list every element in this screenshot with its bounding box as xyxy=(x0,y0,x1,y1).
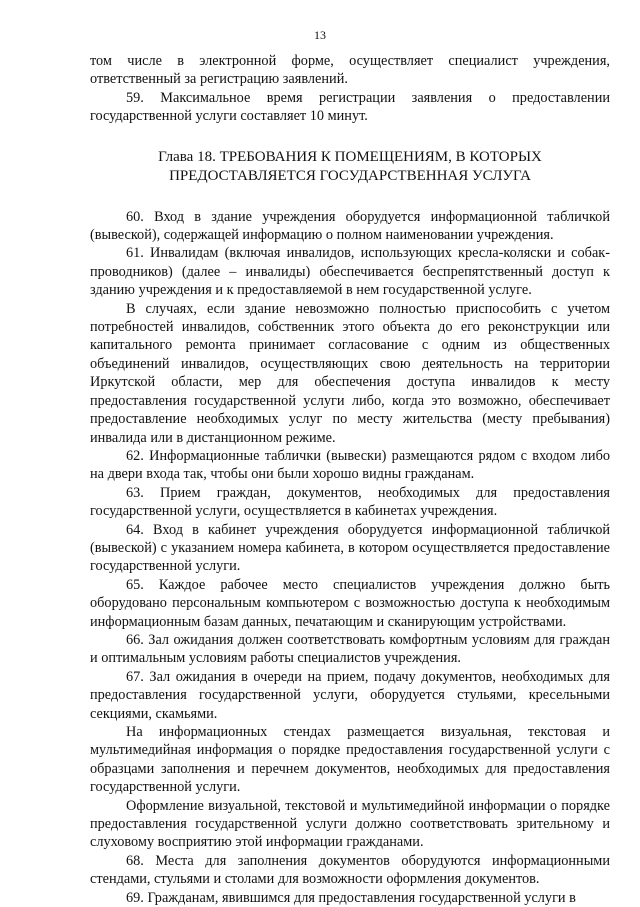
paragraph-67: 67. Зал ожидания в очереди на прием, подачу документов, необходимых для предоставления государственной услуги, оборудуется стульями, кресельными секциями, скамьями. xyxy=(90,668,610,722)
paragraph-67-design: Оформление визуальной, текстовой и мультимедийной информации о порядке предоставления государственной услуги должно соответствовать зрительному и слуховому восприятию этой информации гражданами. xyxy=(90,797,610,851)
paragraph-64: 64. Вход в кабинет учреждения оборудуется информационной табличкой (вывеской) с указанием номера кабинета, в котором осуществляется предоставление государственной услуги. xyxy=(90,521,610,575)
paragraph-continuation: том числе в электронной форме, осуществляет специалист учреждения, ответственный за регистрацию заявлений. xyxy=(90,53,610,88)
paragraph-68: 68. Места для заполнения документов оборудуются информационными стендами, стульями и столами для возможности оформления документов. xyxy=(90,852,610,888)
paragraph-61-cont: В случаях, если здание невозможно полностью приспособить с учетом потребностей инвалидов, собственник этого объекта до его реконструкции или капитального ремонта принимает согласование с одним из общественных объединений инвалидов, осуществляющих свою деятельность на территории Иркутской области, мер для обеспечения доступа инвалидов к месту предоставления государственной услуги либо, когда это возможно, обеспечивает предоставление необходимых услуг по месту жительства (месту пребывания) инвалида или в дистанционном режиме. xyxy=(90,300,610,446)
paragraph-59: 59. Максимальное время регистрации заявления о предоставлении государственной услуги составляет 10 минут. xyxy=(90,89,610,125)
paragraph-66: 66. Зал ожидания должен соответствовать комфортным условиям для граждан и оптимальным условиям работы специалистов учреждения. xyxy=(90,631,610,667)
chapter-heading xyxy=(90,148,610,186)
chapter-heading-line-2: ПРЕДОСТАВЛЯЕТСЯ ГОСУДАРСТВЕННАЯ УСЛУГА xyxy=(169,167,531,184)
chapter-heading-line-1: Глава 18. ТРЕБОВАНИЯ К ПОМЕЩЕНИЯМ, В КОТОРЫХ xyxy=(158,148,542,165)
paragraph-65: 65. Каждое рабочее место специалистов учреждения должно быть оборудовано персональным компьютером с возможностью доступа к необходимым информационным базам данных, печатающим и сканирующим устройствами. xyxy=(90,576,610,630)
paragraph-69: 69. Гражданам, явившимся для предоставления государственной услуги в xyxy=(126,889,576,906)
paragraph-62: 62. Информационные таблички (вывески) размещаются рядом с входом либо на двери входа так, чтобы они были хорошо видны гражданам. xyxy=(90,447,610,483)
paragraph-67-stands: На информационных стендах размещается визуальная, текстовая и мультимедийная информация о порядке предоставления государственной услуги с образцами заполнения и перечнем документов, необходимых для предоставления государственной услуги. xyxy=(90,724,610,796)
paragraph-63: 63. Прием граждан, документов, необходимых для предоставления государственной услуги, осуществляется в кабинетах учреждения. xyxy=(90,484,610,520)
paragraph-60: 60. Вход в здание учреждения оборудуется информационной табличкой (вывеской), содержащей информацию о полном наименовании учреждения. xyxy=(90,208,610,244)
page-number: 13 xyxy=(314,28,326,42)
paragraph-61: 61. Инвалидам (включая инвалидов, использующих кресла-коляски и собак-проводников) (далее – инвалиды) обеспечивается беспрепятственный доступ к зданию учреждения и к предоставляемой в нем государственной услуге. xyxy=(90,245,610,299)
document-body xyxy=(90,52,610,907)
